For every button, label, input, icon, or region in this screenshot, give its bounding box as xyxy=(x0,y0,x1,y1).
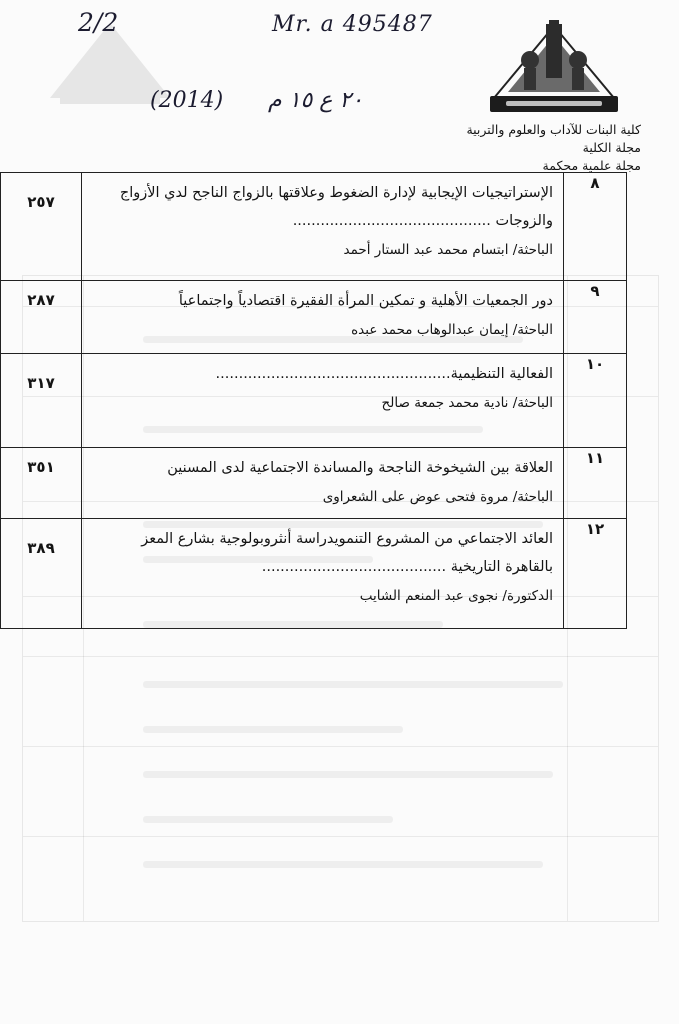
table-row xyxy=(1,519,627,629)
entry-title: العلاقة بين الشيخوخة الناجحة والمساندة الاجتماعية لدى المسنين xyxy=(167,460,553,476)
entry-number: ٩ xyxy=(564,281,627,354)
entry-page-number: ٢٨٧ xyxy=(1,281,82,354)
table-row xyxy=(1,173,627,281)
handwritten-year-note: (2014) xyxy=(150,88,224,113)
entry-author: الباحثة/ ابتسام محمد عبد الستار أحمد xyxy=(343,242,553,258)
entry-title: الإستراتيجيات الإيجابية لإدارة الضغوط وعلاقتها بالزواج الناجح لدي الأزواج والزوجات xyxy=(119,185,553,229)
entry-author: الباحثة/ إيمان عبدالوهاب محمد عبده xyxy=(351,322,553,338)
entry-cell xyxy=(82,519,564,629)
university-logo xyxy=(486,20,622,116)
entry-cell xyxy=(82,448,564,519)
table-row xyxy=(1,354,627,448)
journal-header xyxy=(381,121,641,175)
table-row xyxy=(1,281,627,354)
leader-dots: ........................................... xyxy=(292,213,491,229)
journal-name: مجلة الكلية xyxy=(582,140,641,155)
entry-author: الباحثة/ نادية محمد جمعة صالح xyxy=(381,395,553,411)
entry-cell xyxy=(82,173,564,281)
entry-cell xyxy=(82,281,564,354)
handwritten-page-marker: 2/2 xyxy=(78,8,119,37)
journal-type: مجلة علمية محكمة xyxy=(542,158,641,173)
entry-title: دور الجمعيات الأهلية و تمكين المرأة الفقيرة اقتصادياً واجتماعياً xyxy=(178,293,553,309)
entry-cell xyxy=(82,354,564,448)
entry-number: ١٢ xyxy=(564,519,627,629)
contents-table xyxy=(0,172,627,629)
leader-dots: ........................................ xyxy=(261,559,447,575)
entry-author: الدكتورة/ نجوى عبد المنعم الشايب xyxy=(359,588,553,604)
handwritten-issue-note: ٢٠ ع ١٥ م xyxy=(268,88,364,113)
entry-number: ١٠ xyxy=(564,354,627,448)
entry-page-number: ٢٥٧ xyxy=(1,173,82,281)
entry-author: الباحثة/ مروة فتحى عوض على الشعراوى xyxy=(322,489,553,505)
entry-page-number: ٣٥١ xyxy=(1,448,82,519)
entry-page-number: ٣٨٩ xyxy=(1,519,82,629)
table-row xyxy=(1,448,627,519)
entry-title: الفعالية التنظيمية xyxy=(450,366,553,382)
entry-title: العائد الاجتماعي من المشروع التنمويدراسة أنثروبولوجية بشارع المعز بالقاهرة التاريخية xyxy=(141,531,553,575)
entry-number: ١١ xyxy=(564,448,627,519)
entry-page-number: ٣١٧ xyxy=(1,354,82,448)
entry-number: ٨ xyxy=(564,173,627,281)
faculty-name: كلية البنات للآداب والعلوم والتربية xyxy=(466,122,641,137)
leader-dots: ................................................... xyxy=(215,366,451,382)
handwritten-serial-code: Mr. a 495487 xyxy=(272,12,433,37)
